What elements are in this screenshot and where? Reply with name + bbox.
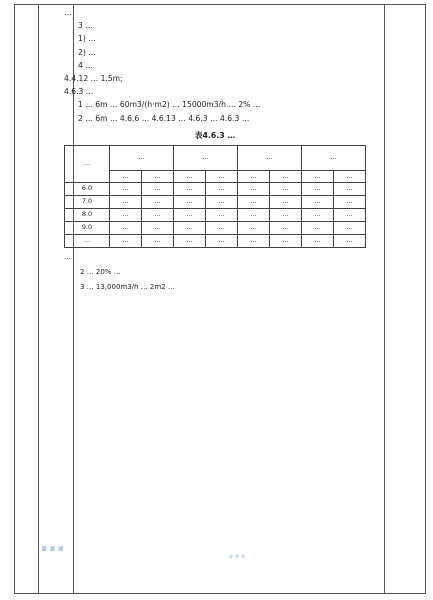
table-row — [65, 195, 366, 208]
table-cell: … — [205, 234, 237, 247]
table-header-cell: … — [109, 170, 141, 182]
table-cell: … — [141, 195, 173, 208]
table-header-cell: … — [65, 145, 110, 182]
table-note: 2 … 20% … — [80, 267, 121, 276]
table-row — [65, 221, 366, 234]
table-cell: … — [269, 208, 301, 221]
table-cell: … — [205, 208, 237, 221]
table-cell: … — [65, 234, 110, 247]
clause-4-4-12: 4.4.12 … 1.5m; — [64, 74, 123, 84]
table-cell: 8.0 — [65, 208, 110, 221]
table-cell: … — [205, 221, 237, 234]
table-cell: … — [333, 195, 365, 208]
table-cell: … — [269, 195, 301, 208]
table-cell: … — [269, 221, 301, 234]
table-cell: … — [237, 234, 269, 247]
table-cell: 9.0 — [65, 221, 110, 234]
table-cell: … — [301, 195, 333, 208]
table-header-cell: … — [109, 145, 173, 170]
table-cell: … — [269, 234, 301, 247]
table-cell: … — [141, 234, 173, 247]
table-cell: … — [173, 221, 205, 234]
table-cell: … — [237, 208, 269, 221]
document-body — [64, 6, 366, 293]
paragraph: 3 … — [78, 21, 93, 31]
table-cell: … — [205, 182, 237, 195]
table-cell: 6.0 — [65, 182, 110, 195]
table-cell: … — [301, 221, 333, 234]
table-cell: … — [237, 221, 269, 234]
table-cell: … — [109, 182, 141, 195]
table-row — [65, 234, 366, 247]
table-cell: … — [269, 182, 301, 195]
table-cell: … — [109, 221, 141, 234]
table-cell: 7.0 — [65, 195, 110, 208]
smoke-exhaust-table — [64, 145, 366, 248]
table-cell: … — [109, 234, 141, 247]
table-note: 3 … 13,000m3/h … 2m2 … — [80, 282, 175, 291]
table-header-cell: … — [301, 170, 333, 182]
margin-column-right — [384, 5, 425, 593]
table-row — [65, 182, 366, 195]
table-cell: … — [301, 208, 333, 221]
table-cell: … — [173, 208, 205, 221]
table-row — [65, 208, 366, 221]
table-cell: … — [301, 182, 333, 195]
table-header-cell: … — [173, 145, 237, 170]
paragraph: … — [64, 8, 72, 17]
table-cell: … — [173, 182, 205, 195]
watermark-url: … — [228, 542, 246, 563]
table-header-cell: … — [301, 145, 365, 170]
table-header-cell: … — [237, 170, 269, 182]
paragraph: 2 … 6m … 4.6.6 … 4.6.13 … 4.6.3 … 4.6.3 … — [78, 113, 250, 123]
watermark-text: … — [40, 528, 67, 557]
table-caption: 表4.6.3 … — [194, 130, 236, 140]
table-header-cell: … — [141, 170, 173, 182]
table-cell: … — [173, 234, 205, 247]
margin-column-left — [15, 5, 39, 593]
table-header-cell: … — [237, 145, 301, 170]
table-cell: … — [141, 208, 173, 221]
table-header-cell: … — [173, 170, 205, 182]
paragraph: 1 … 6m … 60m3/(h·m2) … 15000m3/h … 2% … — [78, 100, 261, 110]
table-cell: … — [141, 182, 173, 195]
table-cell: … — [109, 208, 141, 221]
clause-4-6-3: 4.6.3 … — [64, 87, 94, 97]
table-cell: … — [301, 234, 333, 247]
table-header-cell: … — [333, 170, 365, 182]
table-cell: … — [205, 195, 237, 208]
table-header-cell: … — [205, 170, 237, 182]
table-cell: … — [333, 234, 365, 247]
table-cell: … — [109, 195, 141, 208]
paragraph: 1) … — [78, 34, 96, 44]
table-cell: … — [173, 195, 205, 208]
table-header-cell: … — [269, 170, 301, 182]
table-cell: … — [237, 195, 269, 208]
table-cell: … — [333, 208, 365, 221]
table-note: … — [64, 252, 71, 261]
table-cell: … — [237, 182, 269, 195]
table-cell: … — [333, 221, 365, 234]
paragraph: 4 … — [78, 60, 93, 70]
paragraph: 2) … — [78, 47, 96, 57]
table-cell: … — [141, 221, 173, 234]
table-cell: … — [333, 182, 365, 195]
